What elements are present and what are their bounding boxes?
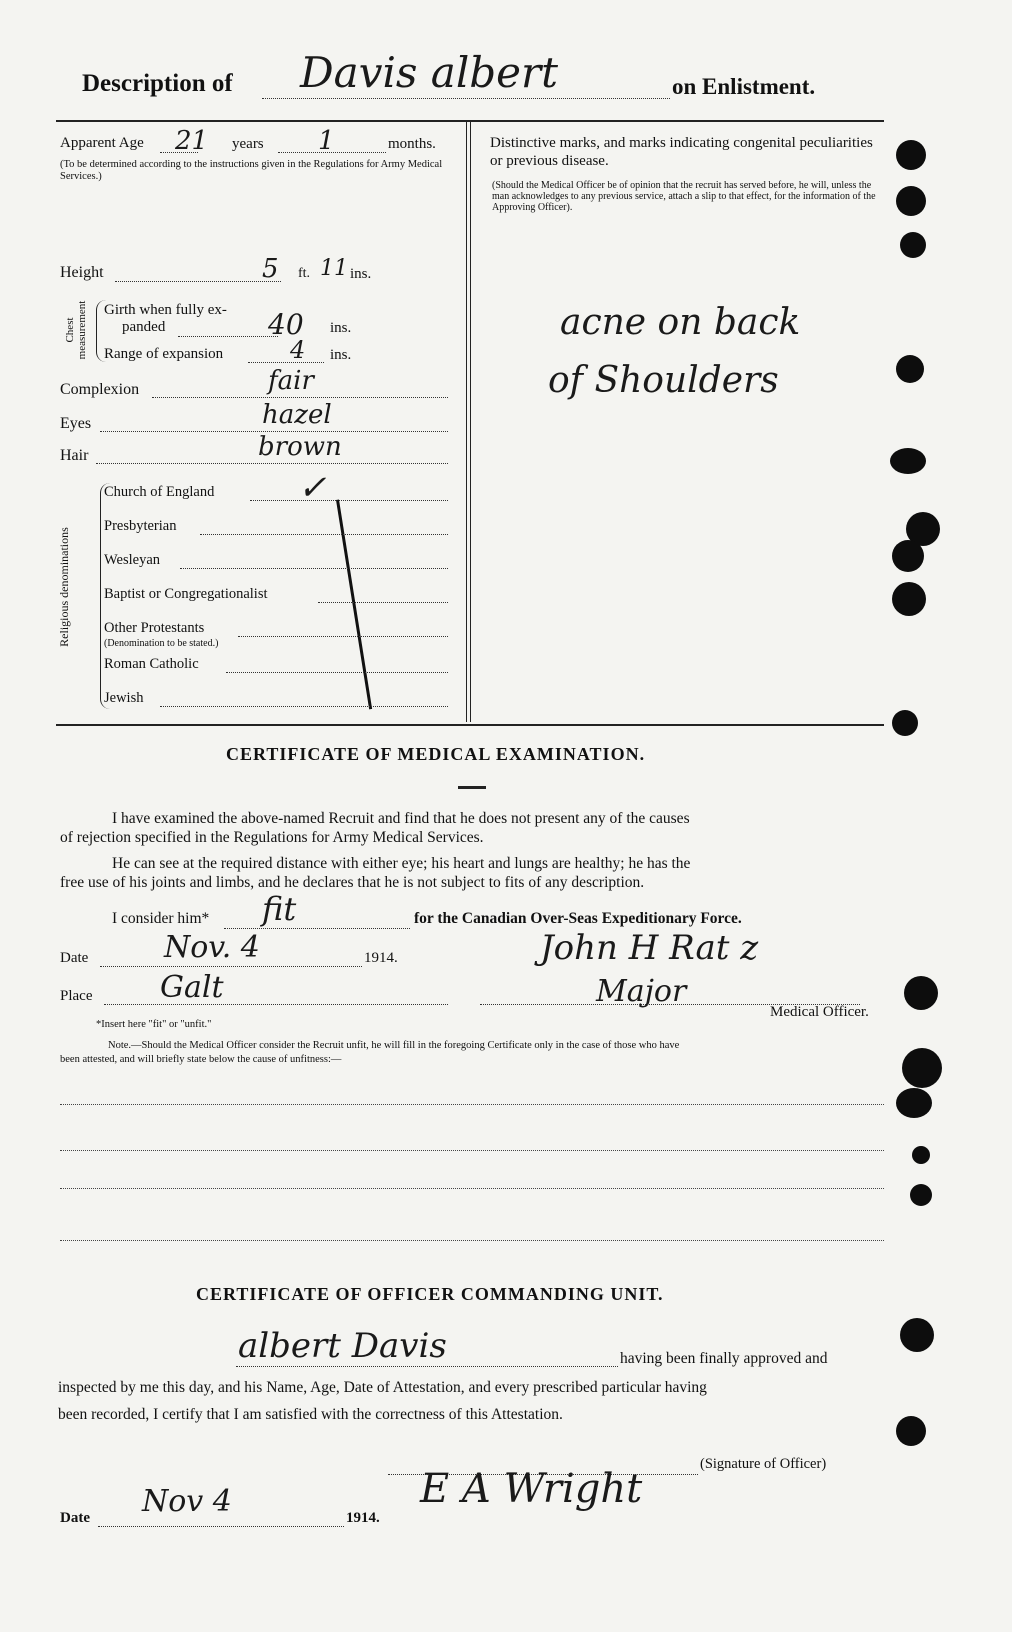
note-line2: been attested, and will briefly state below the cause of unfitness:—: [60, 1054, 342, 1065]
punch-hole: [896, 1088, 932, 1118]
religion-check-mark: ✓: [298, 468, 327, 508]
punch-hole: [896, 1416, 926, 1446]
religion-item-jewish: Jewish: [104, 690, 144, 706]
range-label: Range of expansion: [104, 346, 224, 362]
medical-para1-line1: I have examined the above-named Recruit and find that he does not present any of the causes: [112, 810, 690, 827]
hair-value: brown: [258, 432, 342, 462]
hair-label: Hair: [60, 447, 89, 464]
religion-other-note: (Denomination to be stated.): [104, 638, 219, 649]
unfitness-line-3: [60, 1188, 884, 1189]
unfitness-line-1: [60, 1104, 884, 1105]
punch-hole: [890, 448, 926, 474]
commanding-line2: inspected by me this day, and his Name, Age, Date of Attestation, and every prescribed particular having: [58, 1379, 707, 1396]
girth-unit: ins.: [330, 320, 352, 336]
recruit-name: Davis albert: [300, 48, 558, 97]
age-months-unit: months.: [388, 136, 436, 152]
medical-para2-line2: free use of his joints and limbs, and he declares that he is not subject to fits of any description.: [60, 874, 645, 891]
marks-note: [492, 180, 880, 213]
girth-label-1: Girth when fully ex-: [104, 302, 227, 318]
commanding-date-value: Nov 4: [142, 1484, 232, 1519]
height-ft-value: 5: [262, 254, 279, 284]
commanding-officer-signature: E A Wright: [420, 1466, 643, 1512]
unfitness-line-4: [60, 1240, 884, 1241]
punch-hole: [904, 976, 938, 1010]
religion-item-roman-catholic: Roman Catholic: [104, 656, 199, 672]
unfitness-line-2: [60, 1150, 884, 1151]
age-years-unit: years: [232, 136, 264, 152]
religion-item-wesleyan: Wesleyan: [104, 552, 161, 568]
height-label: Height: [60, 264, 104, 281]
punch-hole: [900, 232, 926, 258]
eyes-value: hazel: [262, 400, 332, 430]
medical-date-value: Nov. 4: [164, 930, 260, 965]
medical-officer-rank: Major: [596, 974, 687, 1009]
commanding-signature-label: (Signature of Officer): [700, 1456, 827, 1472]
height-in-unit: ins.: [350, 266, 372, 282]
punch-hole: [896, 355, 924, 383]
title-underline: [458, 786, 486, 789]
punch-hole: [892, 710, 918, 736]
height-ft-unit: ft.: [298, 266, 311, 281]
commanding-name-value: albert Davis: [238, 1326, 447, 1366]
punch-hole: [900, 1318, 934, 1352]
consider-value: fit: [262, 890, 297, 928]
punch-hole: [910, 1184, 932, 1206]
medical-place-value: Galt: [160, 970, 224, 1005]
complexion-value: fair: [268, 366, 314, 396]
eyes-label: Eyes: [60, 415, 92, 432]
commanding-title: CERTIFICATE OF OFFICER COMMANDING UNIT.: [196, 1284, 664, 1304]
medical-date-label: Date: [60, 950, 89, 966]
religion-item-baptist: Baptist or Congregationalist: [104, 586, 268, 602]
girth-value: 40: [268, 308, 304, 341]
consider-suffix: [414, 910, 742, 928]
medical-officer-label: Medical Officer.: [770, 1004, 869, 1020]
chest-group-text: Chest measurement: [64, 300, 88, 360]
religion-group-label: [58, 512, 70, 662]
commanding-line1-suffix: having been finally approved and: [620, 1350, 828, 1367]
consider-suffix-text: for the Canadian Over-Seas Expeditionary Force.: [414, 910, 742, 927]
chest-group-label: [64, 298, 88, 362]
religion-item-other-protestants: Other Protestants: [104, 620, 205, 636]
medical-para1-line2: of rejection specified in the Regulations for Army Medical Services.: [60, 829, 484, 846]
medical-para2-line1: He can see at the required distance with either eye; his heart and lungs are healthy; he has the: [112, 855, 691, 872]
medical-date-year: 1914.: [364, 950, 398, 966]
commanding-line3: been recorded, I certify that I am satisfied with the correctness of this Attestation.: [58, 1406, 563, 1423]
age-label: Apparent Age: [60, 135, 144, 151]
age-note: [60, 159, 448, 183]
marks-heading: [490, 134, 880, 170]
consider-prefix: I consider him*: [112, 910, 210, 927]
note-line1: Note.—Should the Medical Officer consider the Recruit unfit, he will fill in the foregoing Certificate only in the case of those who have: [108, 1040, 680, 1051]
age-months-value: 1: [318, 126, 335, 156]
header-suffix: on Enlistment.: [672, 74, 816, 99]
punch-hole: [902, 1048, 942, 1088]
punch-hole: [912, 1146, 930, 1164]
insert-note: *Insert here "fit" or "unfit.": [96, 1019, 212, 1030]
complexion-label: Complexion: [60, 381, 140, 398]
punch-hole: [892, 582, 926, 616]
medical-place-label: Place: [60, 988, 93, 1004]
header-prefix: Description of: [82, 70, 233, 97]
range-value: 4: [290, 336, 306, 364]
marks-value-line1: acne on back: [560, 302, 801, 343]
medical-officer-signature: John H Rat z: [540, 928, 759, 968]
commanding-date-label: Date: [60, 1510, 90, 1526]
marks-heading-text: Distinctive marks, and marks indicating congenital peculiarities or previous disease.: [490, 135, 873, 169]
marks-note-text: (Should the Medical Officer be of opinion that the recruit has served before, he will, unless the man acknowledges to any previous service, attach a slip to that effect, for the information of the Approving Officer).: [492, 180, 876, 213]
punch-hole: [896, 186, 926, 216]
medical-title: CERTIFICATE OF MEDICAL EXAMINATION.: [226, 744, 646, 764]
height-in-value: 11: [320, 256, 348, 281]
commanding-date-year: 1914.: [346, 1510, 380, 1526]
age-years-value: 21: [175, 126, 209, 156]
religion-item-presbyterian: Presbyterian: [104, 518, 177, 534]
age-note-text: (To be determined according to the instructions given in the Regulations for Army Medical Services.): [60, 159, 443, 182]
religion-group-text: Religious denominations: [57, 527, 71, 647]
religion-item-church-of-england: Church of England: [104, 484, 215, 500]
marks-value-line2: of Shoulders: [548, 360, 779, 401]
column-divider: [466, 122, 471, 722]
range-unit: ins.: [330, 347, 352, 363]
punch-hole: [892, 540, 924, 572]
girth-label-2: panded: [122, 319, 166, 335]
punch-hole: [896, 140, 926, 170]
